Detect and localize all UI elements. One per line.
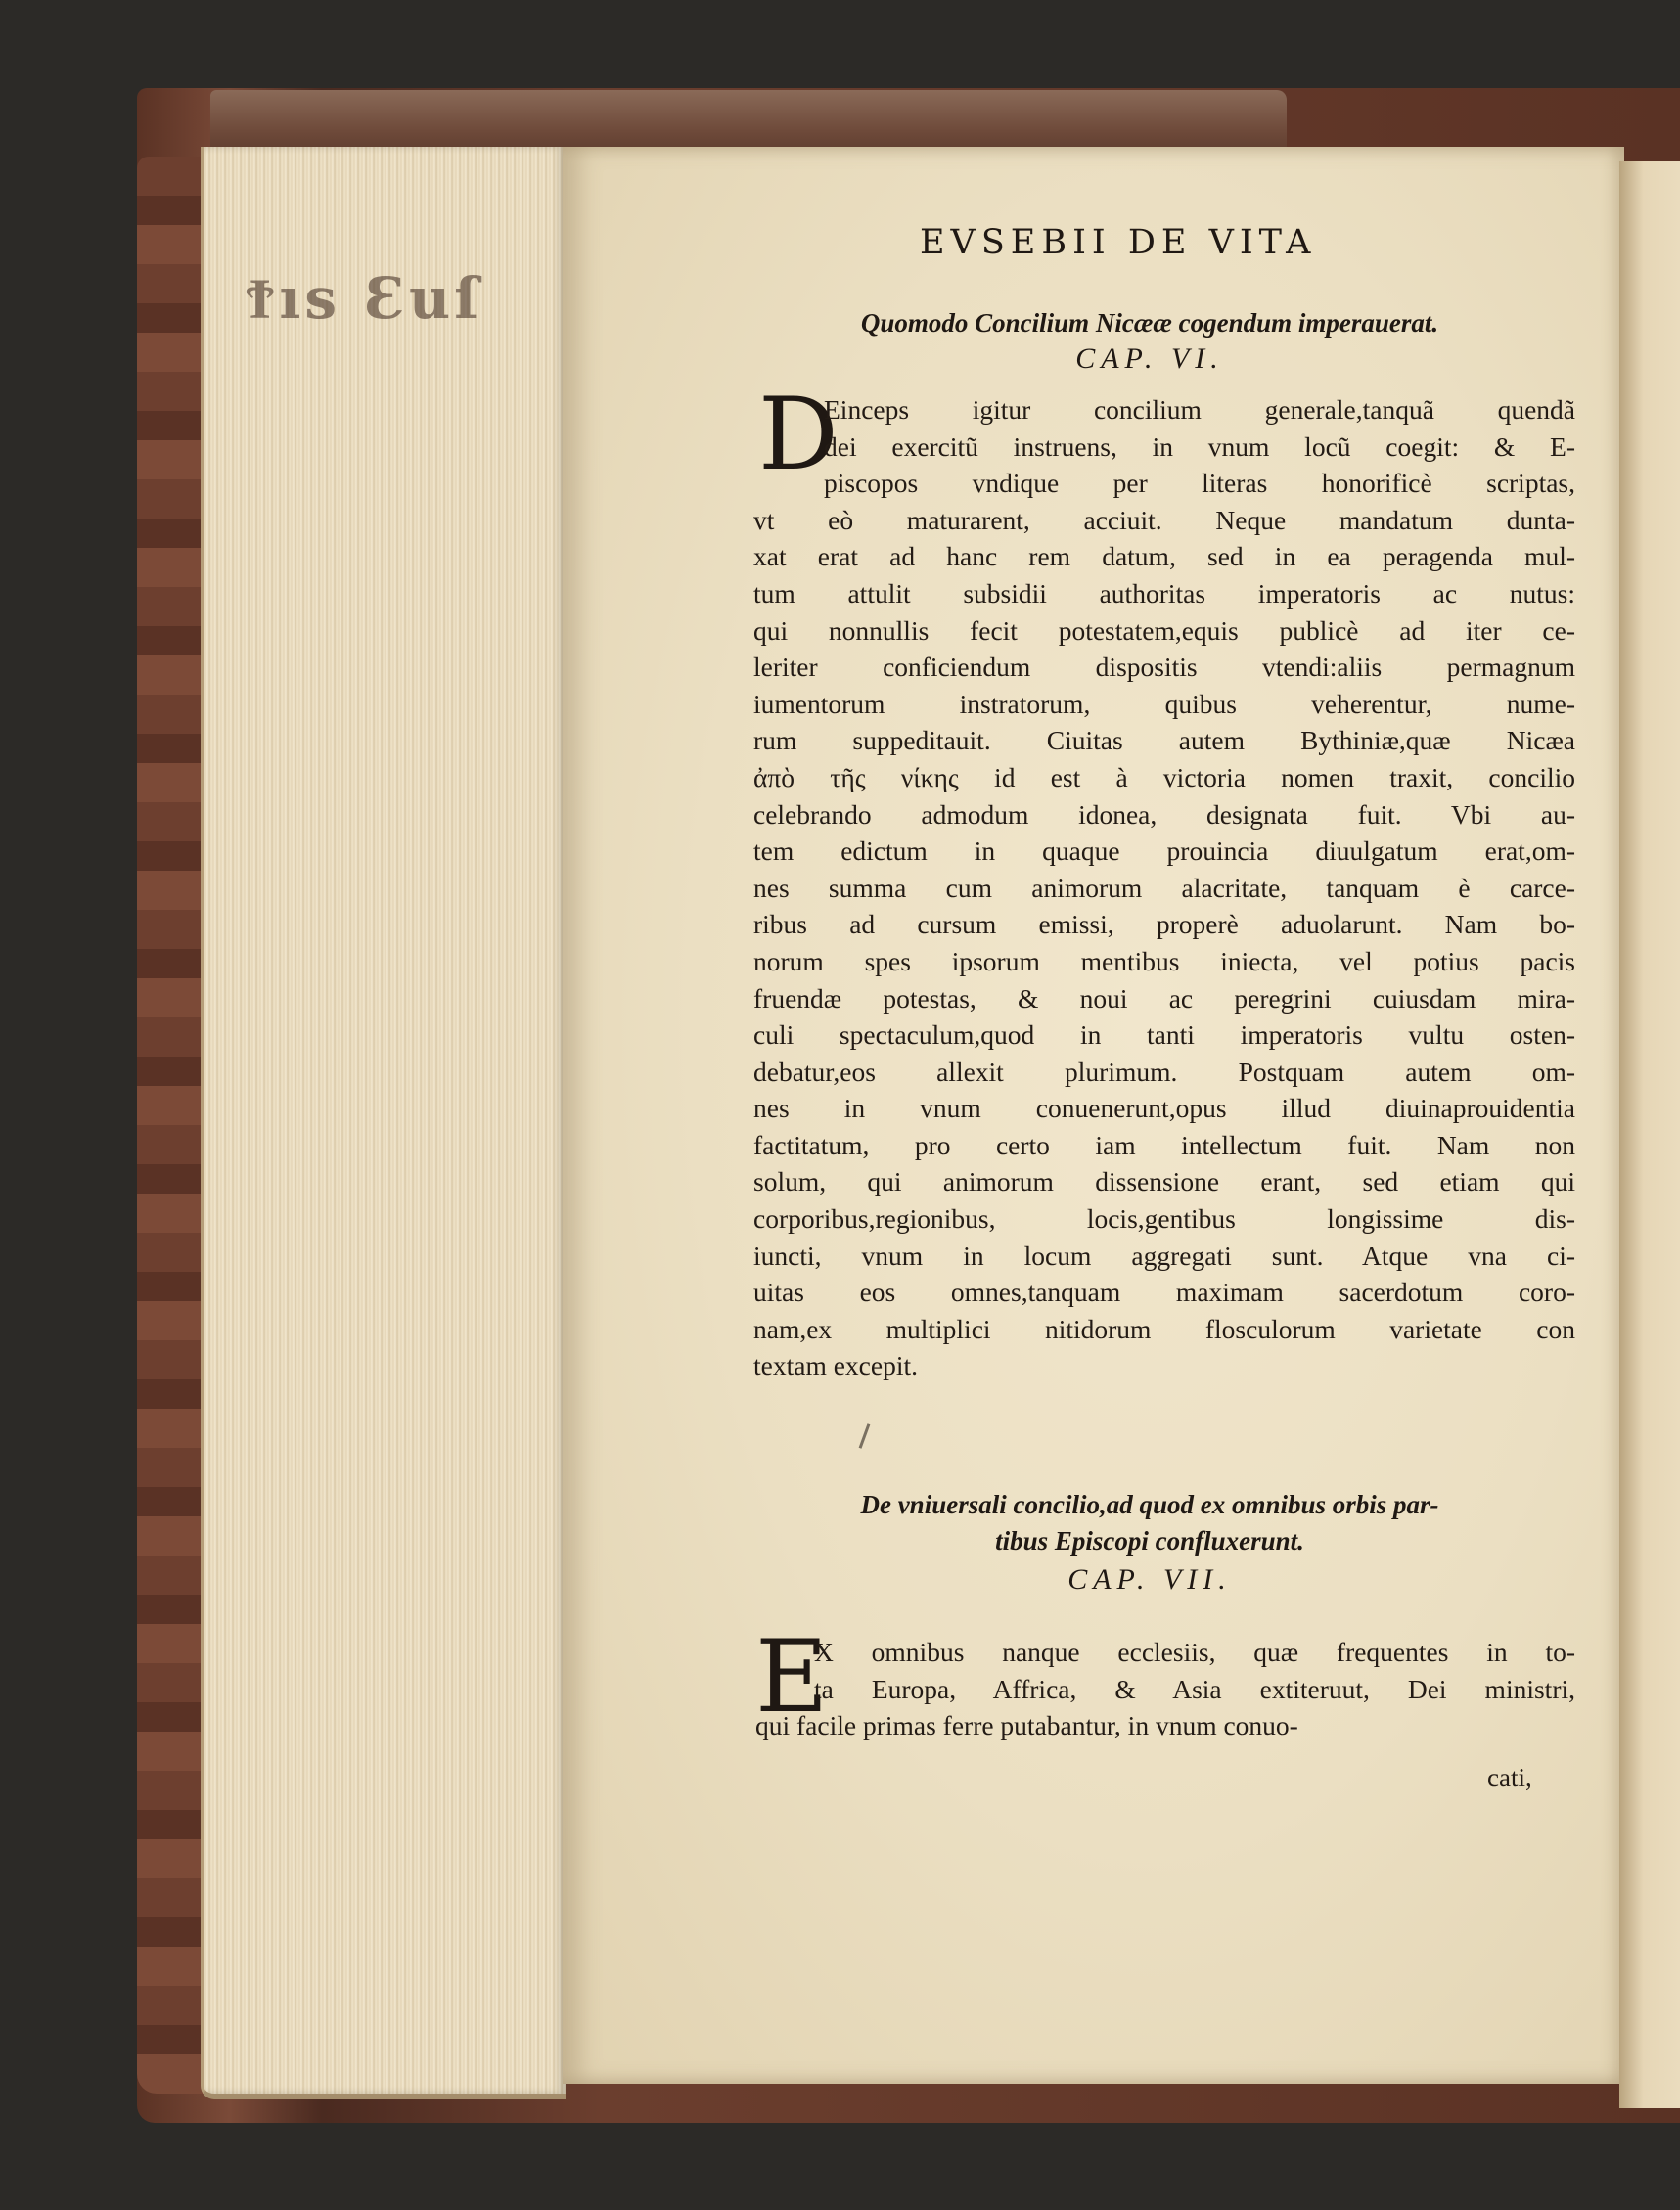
text-line: corporibus,regionibus, locis,gentibus longissime dis- <box>753 1203 1575 1235</box>
page-block-edge <box>201 147 566 2099</box>
text-line: piscopos vndique per literas honorificè scriptas, <box>824 468 1575 499</box>
text-line: norum spes ipsorum mentibus iniecta, vel potius pacis <box>753 945 1575 976</box>
text-line: leriter conficiendum dispositis vtendi:aliis permagnum <box>753 652 1575 683</box>
text-line: nam,ex multiplici nitidorum flosculorum varietate con <box>753 1313 1575 1344</box>
chapter-7-heading-line-1: De vniuersali concilio,ad quod ex omnibus orbis par- <box>860 1490 1439 1519</box>
text-line: rum suppeditauit. Ciuitas autem Bythiniæ,quæ Nicæa <box>753 725 1575 756</box>
text-line: xat erat ad hanc rem datum, sed in ea peragenda mul- <box>753 541 1575 572</box>
text-line: factitatum, pro certo iam intellectum fuit. Nam non <box>753 1129 1575 1160</box>
catchword: cati, <box>1487 1763 1532 1792</box>
text-line: ta Europa, Affrica, & Asia extiteruut, Dei ministri, <box>814 1673 1575 1704</box>
text-line: tem edictum in quaque prouincia diuulgatum erat,om- <box>753 835 1575 867</box>
fore-edge-inscription: Ϯıs Ɛuſ <box>245 265 483 332</box>
chapter-6-text <box>753 377 1575 1384</box>
text-line: vt eò maturarent, acciuit. Neque mandatum dunta- <box>753 504 1575 535</box>
text-line: iuncti, vnum in locum aggregati sunt. Atque vna ci- <box>753 1240 1575 1271</box>
text-line: textam excepit. <box>753 1350 918 1381</box>
text-line: iumentorum instratorum, quibus veherentur, nume- <box>753 688 1575 719</box>
text-line: ribus ad cursum emissi, properè aduolarunt. Nam bo- <box>753 909 1575 940</box>
text-line: ἀπὸ τῆς νίκης id est à victoria nomen traxit, concilio <box>753 761 1575 792</box>
text-line: solum, qui animorum dissensione erant, sed etiam qui <box>753 1166 1575 1197</box>
text-line: culi spectaculum,quod in tanti imperatoris vultu osten- <box>753 1019 1575 1051</box>
text-line: qui nonnullis fecit potestatem,equis publicè ad iter ce- <box>753 614 1575 646</box>
running-head: EVSEBII DE VITA <box>920 223 1317 262</box>
chapter-6-number: CAP. VI. <box>1075 342 1224 375</box>
text-line: uitas eos omnes,tanquam maximam sacerdotum coro- <box>753 1277 1575 1308</box>
chapter-7-text <box>755 1619 1575 1744</box>
drop-cap-d: D <box>758 377 839 493</box>
text-line: dei exercitũ instruens, in vnum locũ coegit: & E- <box>824 430 1575 462</box>
drop-cap-e: E <box>755 1619 829 1736</box>
text-line: celebrando admodum idonea, designata fuit. Vbi au- <box>753 798 1575 830</box>
chapter-7-number: CAP. VII. <box>1067 1563 1232 1596</box>
text-line: qui facile primas ferre putabantur, in vnum conuo- <box>755 1710 1298 1741</box>
text-line: nes in vnum conuenerunt,opus illud diuinaprouidentia <box>753 1093 1575 1124</box>
chapter-7-heading-line-2: tibus Episcopi confluxerunt. <box>995 1526 1304 1556</box>
text-line: tum attulit subsidii authoritas imperatoris ac nutus: <box>753 577 1575 609</box>
text-line: debatur,eos allexit plurimum. Postquam autem om- <box>753 1056 1575 1087</box>
text-line: X omnibus nanque ecclesiis, quæ frequentes in to- <box>814 1637 1575 1667</box>
chapter-6-heading: Quomodo Concilium Nicææ cogendum imperauerat. <box>860 308 1439 338</box>
facing-page-edge <box>1619 161 1680 2108</box>
text-line: nes summa cum animorum alacritate, tanquam è carce- <box>753 872 1575 903</box>
text-line: Einceps igitur concilium generale,tanquã quendã <box>824 394 1575 425</box>
text-line: fruendæ potestas, & noui ac peregrini cuiusdam mira- <box>753 982 1575 1014</box>
